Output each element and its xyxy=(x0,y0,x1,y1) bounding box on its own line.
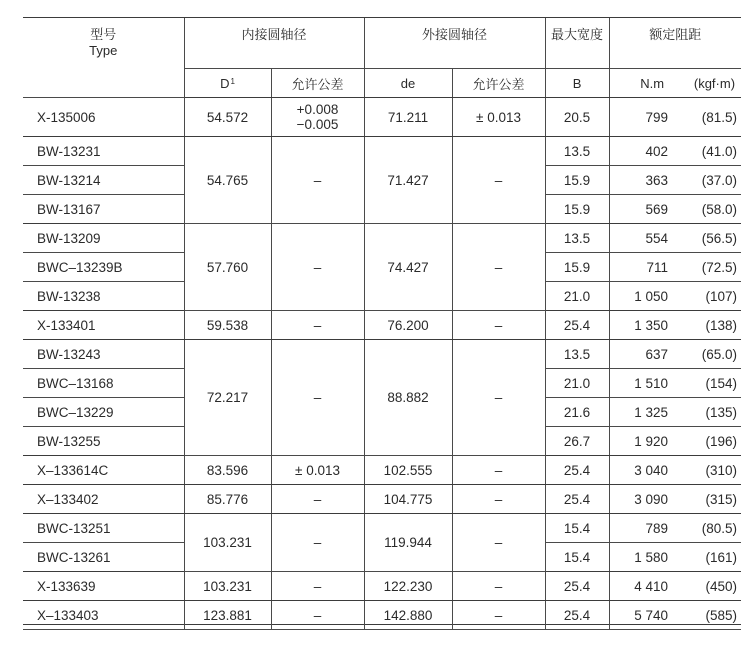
de-cell: 74.427 xyxy=(364,224,452,311)
tol2-cell: – xyxy=(452,311,545,340)
model-cell: BW-13214 xyxy=(23,166,184,195)
nm-cell: 3 040 xyxy=(609,456,674,485)
table-row xyxy=(23,514,741,543)
tol1-cell: – xyxy=(271,340,364,456)
model-cell: BWC–13239B xyxy=(23,253,184,282)
d1-cell: 103.231 xyxy=(184,514,271,572)
model-cell: X–133403 xyxy=(23,601,184,630)
b-cell: 15.9 xyxy=(545,195,609,224)
tol1-lower: −0.005 xyxy=(296,117,339,132)
kgf-cell: (161) xyxy=(674,543,741,572)
table-row xyxy=(23,340,741,369)
nm-cell: 637 xyxy=(609,340,674,369)
nm-cell: 569 xyxy=(609,195,674,224)
b-cell: 13.5 xyxy=(545,224,609,253)
header-model xyxy=(23,18,184,98)
header-model-cn: 型号 xyxy=(90,27,117,42)
header-model-en: Type xyxy=(89,43,118,58)
kgf-cell: (138) xyxy=(674,311,741,340)
b-cell: 25.4 xyxy=(545,485,609,514)
model-cell: X-133401 xyxy=(23,311,184,340)
de-cell: 119.944 xyxy=(364,514,452,572)
table-row xyxy=(23,98,741,137)
de-cell: 122.230 xyxy=(364,572,452,601)
de-cell: 71.211 xyxy=(364,98,452,137)
d1-cell: 54.572 xyxy=(184,98,271,137)
d1-cell: 83.596 xyxy=(184,456,271,485)
model-cell: BW-13238 xyxy=(23,282,184,311)
model-cell: BW-13209 xyxy=(23,224,184,253)
tol2-cell: – xyxy=(452,456,545,485)
nm-cell: 1 350 xyxy=(609,311,674,340)
tol2-cell: – xyxy=(452,340,545,456)
tol1-cell: – xyxy=(271,485,364,514)
model-cell: X–133402 xyxy=(23,485,184,514)
model-cell: X-135006 xyxy=(23,98,184,137)
tol2-cell: – xyxy=(452,224,545,311)
b-cell: 21.0 xyxy=(545,282,609,311)
nm-cell: 1 580 xyxy=(609,543,674,572)
kgf-cell: (72.5) xyxy=(674,253,741,282)
kgf-cell: (135) xyxy=(674,398,741,427)
nm-cell: 4 410 xyxy=(609,572,674,601)
model-cell: BW-13255 xyxy=(23,427,184,456)
nm-cell: 1 920 xyxy=(609,427,674,456)
table-row xyxy=(23,485,741,514)
model-cell: BW-13167 xyxy=(23,195,184,224)
b-cell: 21.6 xyxy=(545,398,609,427)
header-d1-sub: 1 xyxy=(230,76,235,86)
tol1-cell: – xyxy=(271,137,364,224)
nm-cell: 5 740 xyxy=(609,601,674,630)
kgf-cell: (107) xyxy=(674,282,741,311)
model-cell: BW-13243 xyxy=(23,340,184,369)
model-cell: BWC–13229 xyxy=(23,398,184,427)
header-unit-nm: N.m xyxy=(609,69,674,98)
tol1-cell: ± 0.013 xyxy=(271,456,364,485)
b-cell: 15.9 xyxy=(545,166,609,195)
tol2-cell: – xyxy=(452,485,545,514)
kgf-cell: (80.5) xyxy=(674,514,741,543)
tol1-cell: – xyxy=(271,224,364,311)
tol2-cell: – xyxy=(452,137,545,224)
b-cell: 15.9 xyxy=(545,253,609,282)
nm-cell: 789 xyxy=(609,514,674,543)
b-cell: 13.5 xyxy=(545,137,609,166)
d1-cell: 72.217 xyxy=(184,340,271,456)
table-row xyxy=(23,601,741,630)
de-cell: 76.200 xyxy=(364,311,452,340)
spec-table xyxy=(23,18,741,630)
de-cell: 102.555 xyxy=(364,456,452,485)
tol1-cell xyxy=(271,98,364,137)
kgf-cell: (65.0) xyxy=(674,340,741,369)
b-cell: 15.4 xyxy=(545,514,609,543)
tol2-cell: – xyxy=(452,514,545,572)
kgf-cell: (58.0) xyxy=(674,195,741,224)
header-max-width: 最大宽度 xyxy=(545,18,609,69)
b-cell: 20.5 xyxy=(545,98,609,137)
model-cell: BWC–13168 xyxy=(23,369,184,398)
nm-cell: 1 050 xyxy=(609,282,674,311)
nm-cell: 1 510 xyxy=(609,369,674,398)
b-cell: 25.4 xyxy=(545,601,609,630)
header-inner-diameter: 内接圆轴径 xyxy=(184,18,364,69)
kgf-cell: (56.5) xyxy=(674,224,741,253)
tol1-upper: +0.008 xyxy=(296,102,339,117)
kgf-cell: (154) xyxy=(674,369,741,398)
kgf-cell: (585) xyxy=(674,601,741,630)
header-tolerance-2: 允许公差 xyxy=(452,69,545,98)
nm-cell: 711 xyxy=(609,253,674,282)
d1-cell: 54.765 xyxy=(184,137,271,224)
b-cell: 25.4 xyxy=(545,572,609,601)
kgf-cell: (81.5) xyxy=(674,98,741,137)
nm-cell: 402 xyxy=(609,137,674,166)
d1-cell: 59.538 xyxy=(184,311,271,340)
d1-cell: 57.760 xyxy=(184,224,271,311)
header-tolerance-1: 允许公差 xyxy=(271,69,364,98)
header-unit-kgf: (kgf·m) xyxy=(674,69,741,98)
header-outer-diameter: 外接圆轴径 xyxy=(364,18,545,69)
tol2-cell: ± 0.013 xyxy=(452,98,545,137)
tol2-cell: – xyxy=(452,572,545,601)
kgf-cell: (41.0) xyxy=(674,137,741,166)
b-cell: 21.0 xyxy=(545,369,609,398)
header-d1-main: D xyxy=(220,75,230,91)
kgf-cell: (310) xyxy=(674,456,741,485)
spec-table-sheet xyxy=(23,17,741,625)
model-cell: X–133614C xyxy=(23,456,184,485)
header-rated-resistance: 额定阻距 xyxy=(609,18,741,69)
tol1-cell: – xyxy=(271,601,364,630)
header-b: B xyxy=(545,69,609,98)
nm-cell: 3 090 xyxy=(609,485,674,514)
b-cell: 25.4 xyxy=(545,456,609,485)
kgf-cell: (196) xyxy=(674,427,741,456)
header-d1 xyxy=(184,69,271,98)
b-cell: 13.5 xyxy=(545,340,609,369)
nm-cell: 799 xyxy=(609,98,674,137)
tol1-cell: – xyxy=(271,311,364,340)
b-cell: 25.4 xyxy=(545,311,609,340)
b-cell: 26.7 xyxy=(545,427,609,456)
de-cell: 142.880 xyxy=(364,601,452,630)
nm-cell: 554 xyxy=(609,224,674,253)
de-cell: 104.775 xyxy=(364,485,452,514)
d1-cell: 123.881 xyxy=(184,601,271,630)
b-cell: 15.4 xyxy=(545,543,609,572)
header-de: de xyxy=(364,69,452,98)
kgf-cell: (37.0) xyxy=(674,166,741,195)
nm-cell: 1 325 xyxy=(609,398,674,427)
de-cell: 88.882 xyxy=(364,340,452,456)
table-row xyxy=(23,137,741,166)
model-cell: BW-13231 xyxy=(23,137,184,166)
table-row xyxy=(23,311,741,340)
nm-cell: 363 xyxy=(609,166,674,195)
d1-cell: 85.776 xyxy=(184,485,271,514)
tol1-cell: – xyxy=(271,572,364,601)
d1-cell: 103.231 xyxy=(184,572,271,601)
tol1-cell: – xyxy=(271,514,364,572)
kgf-cell: (315) xyxy=(674,485,741,514)
kgf-cell: (450) xyxy=(674,572,741,601)
de-cell: 71.427 xyxy=(364,137,452,224)
table-row xyxy=(23,456,741,485)
table-row xyxy=(23,572,741,601)
table-row xyxy=(23,224,741,253)
model-cell: X-133639 xyxy=(23,572,184,601)
model-cell: BWC-13251 xyxy=(23,514,184,543)
model-cell: BWC-13261 xyxy=(23,543,184,572)
tol2-cell: – xyxy=(452,601,545,630)
